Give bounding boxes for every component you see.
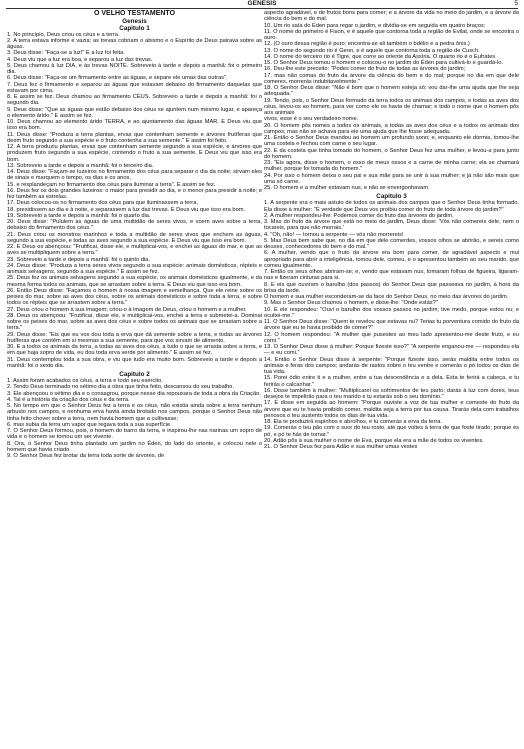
verse: 22. E Deus os abençoou: "Frutificai, disse ele, e multiplicai-vos, e enchei as águas do mar, e que as aves se multipliquem sobre a terra." [7,244,262,257]
verse: 14. Deus disse: "Façam-se luzeiros no firmamento dos céus para separar o dia da noite; sirvam eles de sinais e marquem o tempo, os dias e os anos, [7,169,262,182]
verse: 5. No tempo em que o Senhor Deus fez a terra e os céus, não existia ainda sobre a terra nenhum arbusto nos campos, e nenhuma erva havia ainda brotado nos campos, porque o Senhor Deus não tinha feito chover sobre a terra, nem havia homem que a cultivasse; [7,403,262,422]
book-title: Genesis [122,17,147,25]
verse: 19. Comerás o teu pão com o suor do teu rosto, até que voltes à terra de que foste tirado; porque és pó, e pó te hás de tornar." [264,425,519,438]
verse: 13. O nome do segundo rio é Geon, e é aquele que contorna toda a região de Cusch. [264,47,480,54]
verse: 25. O homem e a mulher estavam nus, e não se envergonhavam. [264,185,430,191]
verse: 3. Mas do fruto da árvore que está no meio do jardim, Deus disse: 'Vós não comereis dele, nem o tocareis, para que não morrais.' [264,219,519,232]
verse: 30. E a todos os animais da terra, a todas as aves dos céus, a tudo o que se arrasta sobre a terra, e em que haja sopro de vida, eu dou toda erva verde por alimento." E assim se fez. [7,344,262,357]
chapter-2-verses [7,378,262,459]
right-column [264,10,519,747]
verse: 1. Assim foram acabados os céus, a terra e todo seu exército. [7,378,163,384]
verse: 8. Ora, o Senhor Deus tinha plantado um jardim no Éden, do lado do oriente, e colocou nele o homem que havia criado. [7,440,262,453]
verse: 9. Deus disse: "Que as águas que estão debaixo dos céus se ajuntem num mesmo lugar, e apareça o elemento árido." E assim se fez. [7,106,262,119]
verse: 17. Deus colocou-os no firmamento dos céus para que iluminassem a terra, [7,200,198,207]
verse: 7. Então os seus olhos abriram-se; e, vendo que estavam nus, tomaram folhas de figueira, ligaram-nas e fizeram cinturas para si. [264,269,519,282]
verse: 16. Disse também à mulher: "Multiplicarei os sofrimentos de teu parto; darás à luz com dores, teus desejos te impelirão para o teu marido e tu estarás sob o seu domínio." [264,387,519,400]
verse: 31. Deus contemplou toda a sua obra, e viu que tudo era muito bom. Sobreveio a tarde e depois a manhã: foi o sexto dia. [7,356,262,369]
verse: 1. No princípio, Deus criou os céus e a terra. [7,31,120,38]
verse: 20. O homem pôs nomes a todos os animais, a todas as aves dos céus e a todos os animais dos campos; mas não se achava para ele uma ajuda que lhe fosse adequada. [264,122,519,135]
verse: 11. O nome do primeiro é Fison, e é aquele que contorna toda a região de Evilat, onde se encontra o ouro. [264,28,519,41]
verse: 13. Sobreveio a tarde e depois a manhã: foi o terceiro dia. [7,162,154,169]
verse: 9. Mas o Senhor Deus chamou o homem, e disse-lhe: "Onde estás?" [264,300,438,307]
header-divider [6,8,518,9]
verse: 29. Deus disse: "Eis que eu vos dou toda a erva que dá semente sobre a terra, e todas as árvores frutíferas que contêm em si mesmas a sua semente, para que vos sirvam de alimento. [7,331,262,344]
verse: 4. "Oh, não! — tornou a serpente — vós não morrereis! [264,231,404,238]
verse: 10. E ele respondeu: "Ouvi o barulho dos vossos passos no jardim; tive medo, porque estou nu; e ocultei-me." [264,306,519,319]
verse: 12. (O ouro dessa região é puro; encontra-se ali também o bdélio e a pedra ônix.) [264,41,470,48]
verse: 24. Deus disse: "Produza a terra seres vivos segundo a sua espécie: animais domésticos, répteis e animais selvagens, segundo a sua espécie." E assim se fez. [7,262,262,275]
verse: 26. Então Deus disse: "Façamos o homem à nossa imagem e semelhança. Que ele reine sobre os peixes do mar, sobre as aves dos céus, sobre os animais domésticos e sobre toda a terra, e sobre todos os répteis que se arrastem sobre a terra." [7,287,262,307]
verse: 6. Deus disse: "Faça-se um firmamento entre as águas, e separe ele umas das outras". [7,75,228,82]
verse: 10. Deus chamou ao elemento árido TERRA, e ao ajuntamento das águas MAR. E Deus viu que isso era bom. [7,119,262,132]
chapter-1-verses [7,32,262,370]
verse: 18. Ela te produzirá espinhos e abrolhos, e tu comerás a erva da terra. [264,419,442,425]
verse: 14. O nome do terceiro rio é Tigre, que corre ao oriente da Assíria. O quarto rio é o Eufrates. [264,53,497,60]
page-number: 5 [514,0,518,7]
verse: 16. Deus fez os dois grandes luzeiros: o maior para presidir ao dia, e o menor para presidir à noite; e fez também as estrelas. [7,187,262,200]
verse: 21. Então o Senhor Deus mandou ao homem um profundo sono; e, enquanto ele dormia, tomou-lhe uma costela e fechou com carne o seu lugar. [264,135,519,148]
verse: 13. O Senhor Deus disse à mulher: Porque fizeste isso?" "A serpente enganou-me — respondeu ela — e eu comi." [264,344,519,357]
verse: 18. presidissem ao dia e à noite, e separassem a luz das trevas. E Deus viu que isso era bom. [7,206,246,213]
running-head: GENESIS [247,0,277,7]
verse: 12. A terra produziu plantas, ervas que contenham semente segundo a sua espécie, e árvores que produzem fruto segundo a sua espécie, contendo o fruto a sua semente. E Deus viu que isso era bom. [7,144,262,163]
verse: 28. Deus os abençoou: "Frutificai, disse ele, e multiplicai-vos, enchei a terra e submetei-a. Dominai sobre os peixes do mar, sobre as aves dos céus e sobre todos os animais que se arrastam sobre a terra." [7,312,262,332]
verse: 11. Deus disse: "Produza a terra plantas, ervas que contenham semente e árvores frutíferas que deem fruto segundo a sua espécie e o fruto contenha a sua semente." E assim foi feito. [7,131,262,144]
verse: 18. O Senhor Deus disse: "Não é bom que o homem esteja só; vou dar-lhe uma ajuda que lhe seja adequada." [264,85,519,98]
verse: 27. Deus criou o homem à sua imagem; criou-o à imagem de Deus, criou o homem e a mulher. [7,306,247,313]
verse: 10. Um rio saía do Éden para regar o jardim, e dividia-se em seguida em quatro braços: [264,22,486,29]
verse: 19. Tendo, pois, o Senhor Deus formado da terra todos os animais dos campos, e todas as aves dos céus, levou-os ao homem, para ver como ele os havia de chamar; e todo o nome que o homem pôs aos animais [264,97,519,116]
verse: 24. Por isso o homem deixa o seu pai e sua mãe para se unir à sua mulher; e já não são mais que uma só carne. [264,172,519,185]
chapter-2-title: Capitulo 2 [119,371,150,378]
verse: 2. A terra estava informe e vazia; as trevas cobriam o abismo e o Espírito de Deus pairava sobre as águas. [7,37,262,50]
verse: 21. O Senhor Deus fez para Adão e sua mulher umas vestes [264,444,418,450]
verse: aspecto agradável, e de frutos bons para comer; e a árvore da vida no meio do jardim, e a árvore da ciência do bem e do mal. [264,10,519,23]
page-header [0,0,524,8]
verse: 15. Porei ódio entre ti e a mulher, entre a tua descendência e a dela. Esta te ferirá a cabeça, e tu ferirás o calcanhar." [264,375,519,388]
verse: 1. A serpente era o mais astuto de todos os animais dos campos que o Senhor Deus tinha formado. Ela disse à mulher: "É verdade que Deus vos proibiu comer do fruto de toda árvore do jardim?" [264,200,519,213]
verse: 12. O homem respondeu: "A mulher que pusestes ao meu lado apresentou-me deste fruto, e eu comi." [264,331,519,344]
verse: 8. E assim se fez. Deus chamou ao firmamento CÉUS. Sobreveio a tarde e depois a manhã: foi o segundo dia. [7,94,262,107]
verse: 23. "Eis agora, disse o homem, o osso de meus ossos e a carne de minha carne; ela se chamará mulher, porque foi tomada do homem." [264,160,519,173]
verse: 25. Deus fez os animais selvagens segundo a sua espécie, os animais domésticos igualmente, e da mesma forma todos os animais, que se arrastam sobre a terra. E Deus viu que isso era bom. [7,275,262,288]
verse: 16. Deu-lhe este preceito: "Podes comer do fruto de todas as árvores do jardim; [264,66,466,73]
verse: 2. Tendo Deus terminado no sétimo dia a obra que tinha feito, descansou do seu trabalho. [7,384,234,391]
verse: 17. mas não comas do fruto da árvore da ciência do bem e do mal; porque no dia em que dele comeres, morrerás indubitavelmente." [264,72,519,85]
verse: 20. Adão pôs à sua mulher o nome de Eva, porque ela era a mãe de todos os viventes. [264,437,484,444]
verse: 7. Deus fez o firmamento e separou as águas que estavam debaixo do firmamento daquelas que estavam por cima. [7,81,262,94]
verse: 9. O Senhor Deus fez brotar da terra toda sorte de árvores, de [7,453,165,459]
left-column [7,10,262,747]
chapter-2-continued-verses [264,10,519,191]
verse: 4. Tal é a história da criação dos céus e da terra. [7,396,130,403]
chapter-3-verses [264,200,519,450]
chapter-1-title: Capitulo 1 [119,24,150,32]
verse: 6. A mulher, vendo que o fruto da árvore era bom para comer, de agradável aspecto e mui apropriado para abrir a inteligência, tomou dele, comeu, e o apresentou também ao seu marido, que comeu igualmente. [264,250,519,269]
verse: vivos, esse é o seu verdadeiro nome. [264,116,359,123]
verse: 8. E eis que ouviram o barulho (dos passos) do Senhor Deus que passeava no jardim, à hora da brisa da tarde. [264,281,519,294]
verse: 2. A mulher respondeu-lhe: Podemos comer do fruto das árvores do jardim. [264,212,454,219]
verse: 4. Deus viu que a luz era boa, e separou a luz das trevas. [7,56,153,63]
verse: 3. Ele abençoou o sétimo dia e o consagrou, porque nesse dia repousara de toda a obra da Criação. [7,390,261,397]
verse: 11. O Senhor Deus disse: "Quem te revelou que estavas nu? Terias tu porventura comido do fruto da árvore que eu te havia proibido de comer?" [264,319,519,332]
verse: 15. O Senhor Deus tomou o homem e colocou-o no jardim do Éden para cultivá-lo e guardá-lo. [264,60,504,66]
verse: 7. O Senhor Deus formou, pois, o homem do barro da terra, e inspirou-lhe nas narinas um sopro de vida e o homem se tornou um ser vivente. [7,428,262,441]
chapter-3-title: Capitulo 3 [376,193,407,201]
verse: 5. Deus chamou à luz DIA, e às trevas NOITE. Sobreveio à tarde e depois a manhã: foi o primeiro dia. [7,62,262,75]
verse: 15. e resplandeçam no firmamento dos céus para iluminar a terra". E assim se fez. [7,181,216,188]
verse: 19. Sobreveio a tarde e depois a manhã: foi o quarto dia. [7,212,151,219]
verse: 14. Então o Senhor Deus disse à serpente: "Porque fizeste isso, serás maldita entre todos os animais e feras dos campos; andarás de rastos sobre o teu ventre e comerás o pó todos os dias de tua vida. [264,356,519,375]
verse: 22. E da costela que tinha tomado do homem, o Senhor Deus fez uma mulher, e levou-a para junto do homem. [264,147,519,160]
verse: 21. Deus criou os monstros marinhos e toda a multidão de seres vivos que enchem as águas, segundo a sua espécie, e todas as aves segundo a sua espécie. E Deus viu que isso era bom. [7,231,262,244]
verse: 3. Deus disse: "Faça-se a luz!" E a luz foi feita. [7,50,125,57]
verse: 17. E disse em seguida ao homem: "Porque ouviste a voz de tua mulher e comeste do fruto da árvore que eu te havia proibido comer, maldita seja a terra por tua causa. Tirarás dela com trabalhos penosos o teu sustento todos os dias de tua vida. [264,400,519,419]
verse: O homem e sua mulher esconderam-se da face do Senhor Deus, no meio das árvores do jardim. [264,294,509,300]
verse: 23. Sobreveio a tarde e depois a manhã: foi o quinto dia. [7,256,150,263]
verse: 20. Deus disse: "Pululem as águas de uma multidão de seres vivos, e voem aves sobre a terra, debaixo do firmamento dos céus." [7,219,262,232]
verse: 6. mas subia da terra um vapor que regava toda a sua superfície. [7,421,172,428]
verse: 5. Mas Deus bem sabe que, no dia em que dele comerdes, vossos olhos se abrirão, e sereis como deuses, conhecedores do bem e do mal." [264,237,519,250]
testament-title: O VELHO TESTAMENTO [93,10,176,17]
